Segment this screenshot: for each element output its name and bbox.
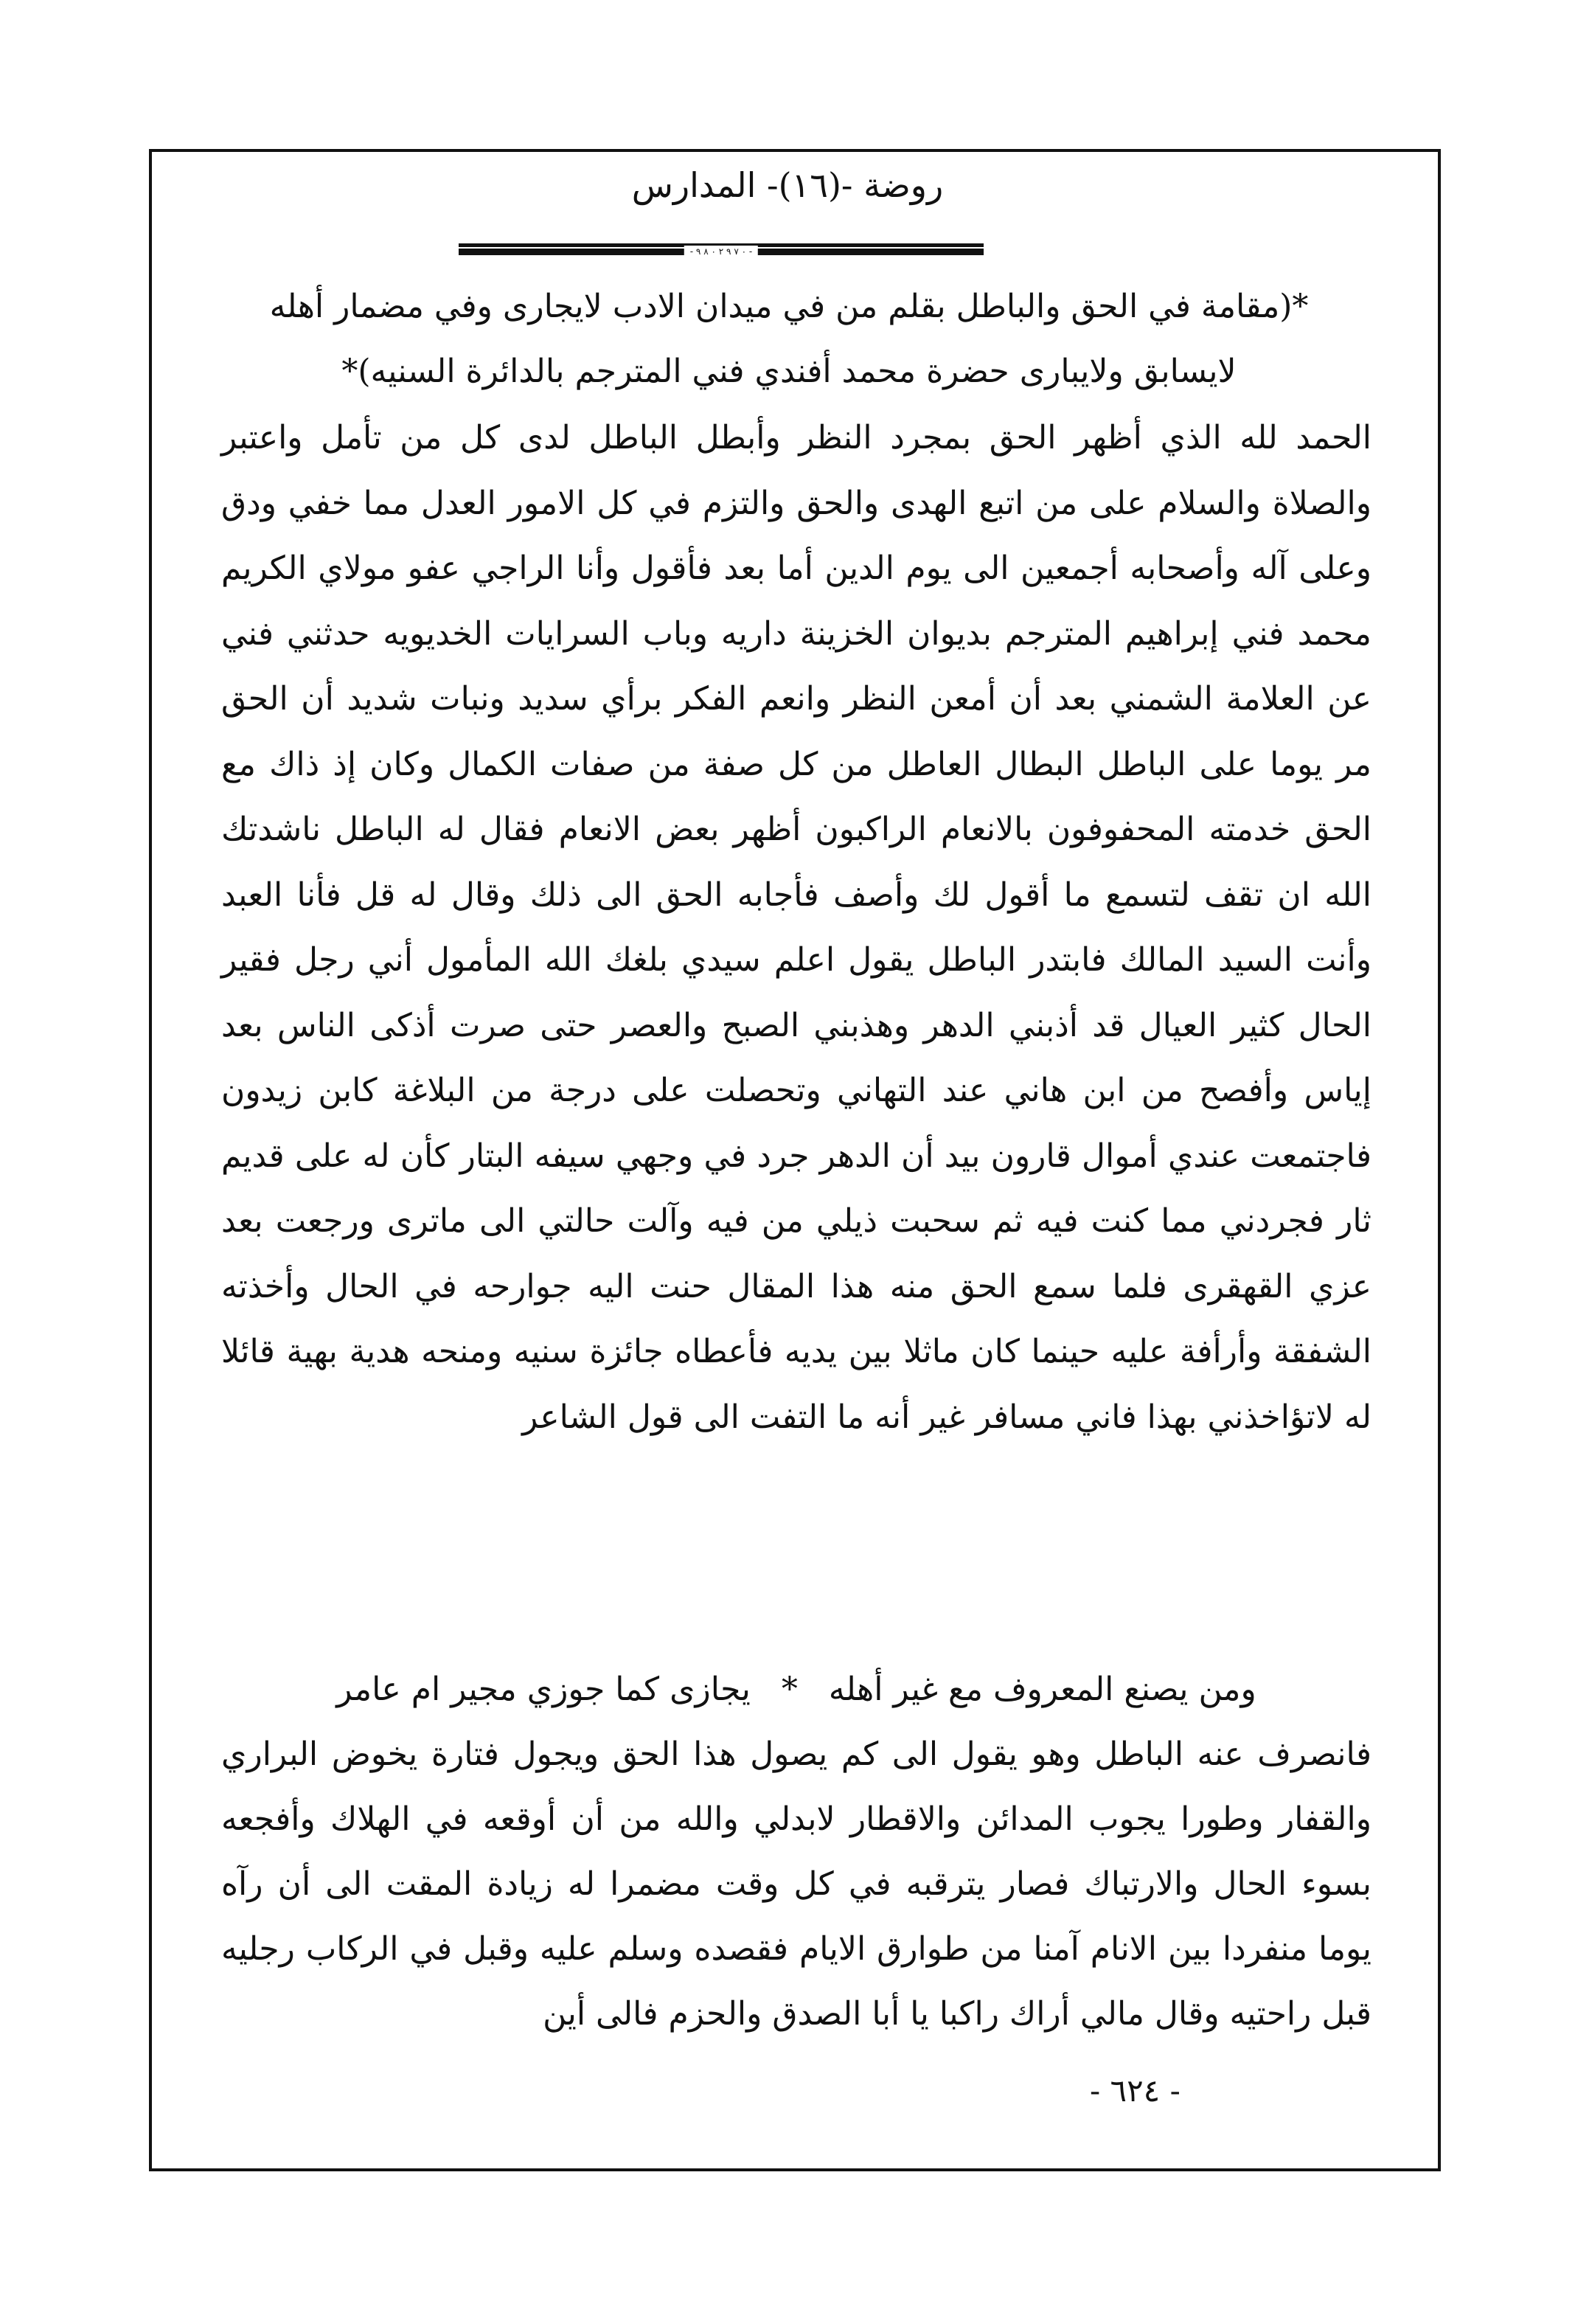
verse-hemistich-2: يجازى كما جوزي مجير ام عامر bbox=[336, 1671, 751, 1708]
title-line-2: لايسابق ولايبارى حضرة محمد أفندي فني المترجم بالدائرة السنيه)* bbox=[341, 353, 1237, 390]
page-number: - ٦٢٤ - bbox=[1090, 2072, 1181, 2109]
paragraph-1: الحمد لله الذي أظهر الحق بمجرد النظر وأبطل الباطل لدى كل من تأمل واعتبر والصلاة والسلام على من اتبع الهدى والحق والتزم في كل الامور العدل مما خفي ودق وعلى آله وأصحابه أجمعين الى يوم الدين أما بعد فأقول وأنا الراجي عفو مولاي الكريم محمد فني إبراهيم المترجم بديوان الخزينة داريه وباب السرايات الخديويه حدثني فني عن العلامة الشمني بعد أن أمعن النظر وانعم الفكر برأي سديد ونبات شديد أن الحق مر يوما على الباطل البطال العاطل من كل صفة من صفات الكمال وكان إذ ذاك مع الحق خدمته المحفوفون بالانعام الراكبون أظهر بعض الانعام فقال له الباطل ناشدتك الله ان تقف لتسمع ما أقول لك وأصف فأجابه الحق الى ذلك وقال له قل فأنا العبد وأنت السيد المالك فابتدر الباطل يقول اعلم سيدي بلغك الله المأمول أني رجل فقير الحال كثير العيال قد أذبني الدهر وهذبني الصبح والعصر حتى صرت أذكى الناس بعد إياس وأفصح من ابن هاني عند التهاني وتحصلت على درجة من البلاغة كابن زيدون فاجتمعت عندي أموال قارون بيد أن الدهر جرد في وجهي سيفه البتار كأن له على قديم ثار فجردني مما كنت فيه ثم سحبت ذيلي من فيه وآلت حالتي الى ماترى ورجعت بعد عزي القهقرى فلما سمع الحق منه هذا المقال حنت اليه جوارحه في الحال وأخذته الشفقة وأرأفة عليه حينما كان ماثلا بين يديه فأعطاه جائزة سنيه ومنحه هدية بهية قائلا له لاتؤاخذني بهذا فاني مسافر غير أنه ما التفت الى قول الشاعر bbox=[221, 419, 1371, 1436]
article-body-continued bbox=[221, 1722, 1371, 2047]
paragraph-2: فانصرف عنه الباطل وهو يقول الى كم يصول هذا الحق ويجول فتارة يخوض البراري والقفار وطورا يجوب المدائن والاقطار لابدلي والله من أن أوقعه في الهلاك وأفجعه بسوء الحال والارتباك فصار يترقبه في كل وقت مضمرا له زيادة المقت الى أن رآه يوما منفردا بين الانام آمنا من طوارق الايام فقصده وسلم عليه وقبل في الركاب رجليه قبل راحتيه وقال مالي أراك راكبا يا أبا الصدق والحزم فالى أين bbox=[221, 1735, 1371, 2033]
verse-separator: * bbox=[781, 1671, 798, 1708]
title-line-1: *(مقامة في الحق والباطل بقلم من في ميدان الادب لايجارى وفي مضمار أهله bbox=[269, 288, 1309, 325]
poetry-verse bbox=[221, 1671, 1371, 1708]
verse-hemistich-1: ومن يصنع المعروف مع غير أهله bbox=[828, 1671, 1256, 1708]
ornamental-rule bbox=[459, 243, 984, 260]
page-header: روضة -(١٦)- المدارس bbox=[631, 165, 944, 205]
rule-mark: - ٠ ٧ ٩ ٢ ٠ ٨ ٩ - bbox=[684, 246, 758, 257]
article-body bbox=[221, 406, 1371, 1450]
article-title bbox=[206, 274, 1371, 404]
